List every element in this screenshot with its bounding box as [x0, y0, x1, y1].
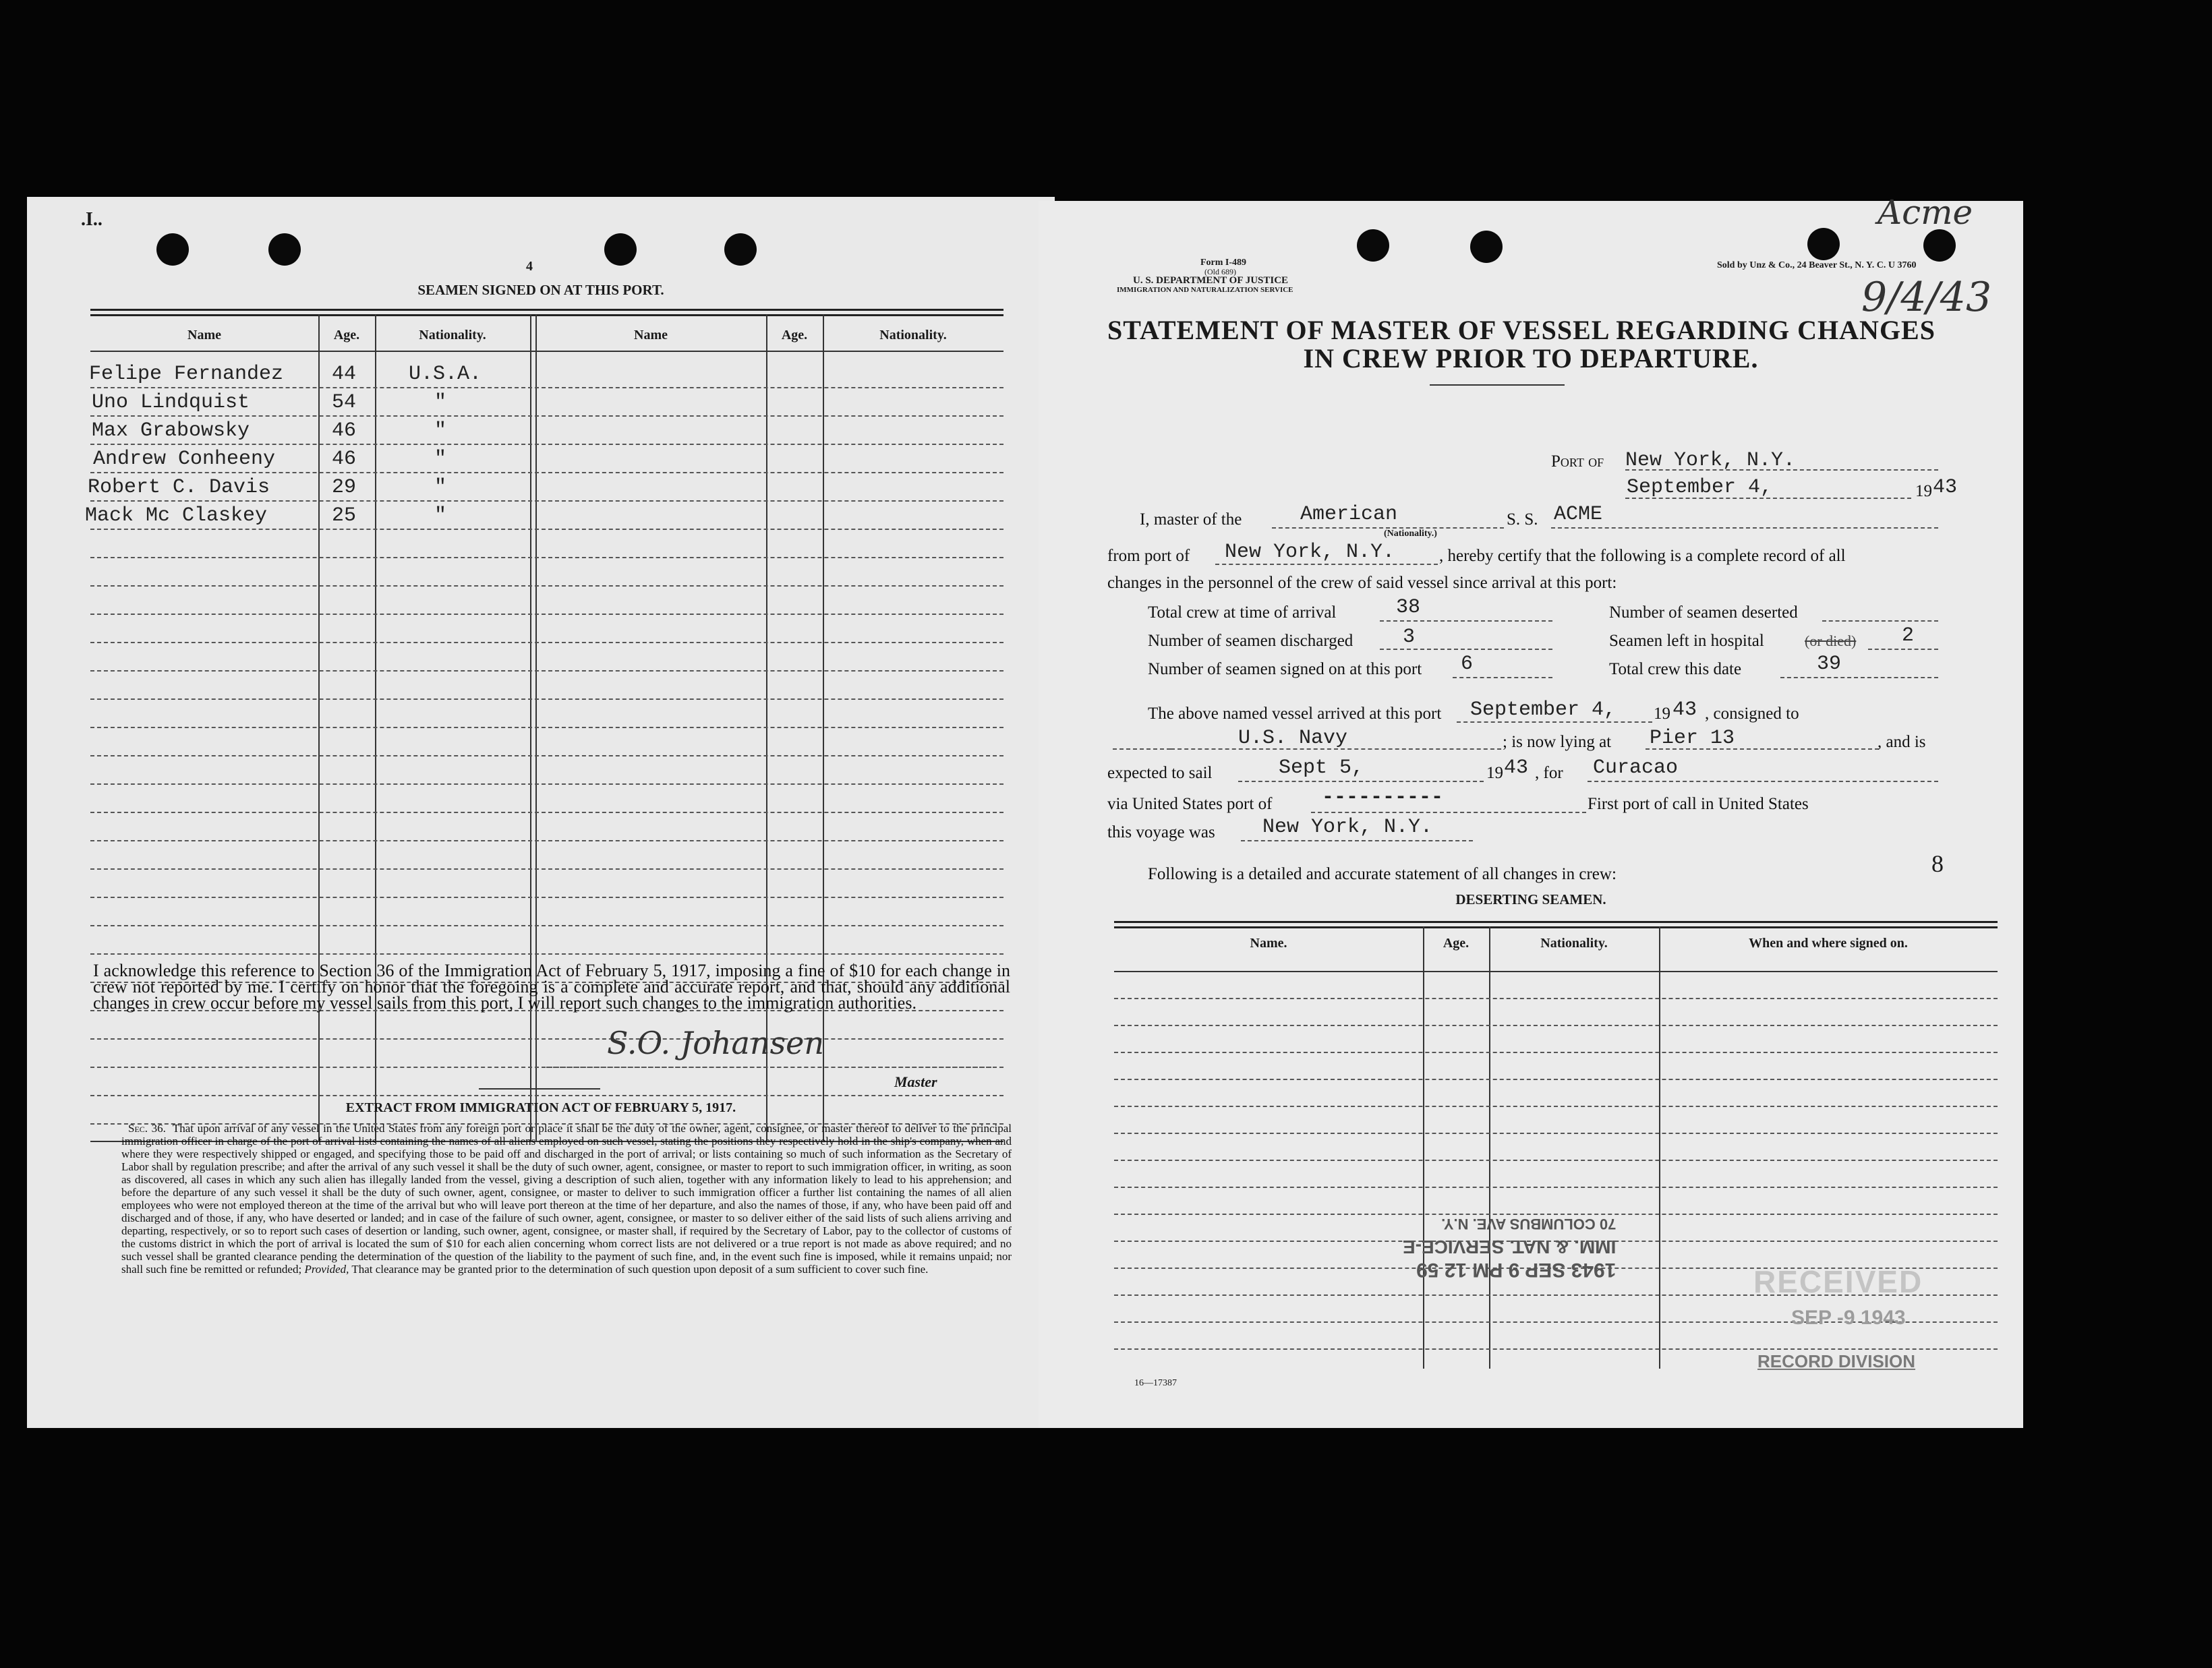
column-header-nationality-2: Nationality.	[879, 328, 947, 342]
extract-title: EXTRACT FROM IMMIGRATION ACT OF FEBRUARY 5, 1917.	[345, 1100, 736, 1115]
desert-col-nationality: Nationality.	[1540, 936, 1608, 951]
discharged-label: Number of seamen discharged	[1148, 632, 1354, 650]
column-header-age-2: Age.	[781, 328, 808, 342]
expected-year: 43	[1504, 756, 1529, 779]
punch-hole	[724, 233, 757, 266]
column-header-name: Name	[187, 328, 221, 342]
first-port-label: First port of call in United States	[1588, 795, 1809, 813]
changes-text: changes in the personnel of the crew of said vessel since arrival at this port:	[1107, 574, 1617, 592]
date-value: September 4,	[1627, 476, 1773, 499]
footer-code: 16—17387	[1134, 1378, 1177, 1388]
desert-col-age: Age.	[1443, 936, 1469, 951]
punch-hole	[1807, 228, 1840, 260]
desert-col-signed-on: When and where signed on.	[1749, 936, 1908, 951]
received-date: SEP -9 1943	[1791, 1307, 1906, 1329]
right-page	[1039, 193, 2023, 1428]
seaman-nationality: "	[434, 504, 447, 527]
arrived-year-prefix: 19	[1654, 705, 1670, 723]
voyage-value: New York, N.Y.	[1262, 816, 1433, 839]
via-label: via United States port of	[1107, 795, 1273, 813]
left-page	[27, 197, 1055, 1428]
master-label: Master	[894, 1073, 937, 1090]
hospital-struck: (or died)	[1805, 632, 1857, 649]
stamp-line-1: 1943 SEP 9 PM 12 59	[1416, 1259, 1617, 1281]
seaman-name: Max Grabowsky	[92, 419, 250, 442]
annotation-date: 9/4/43	[1861, 274, 1992, 321]
seaman-nationality: "	[434, 448, 447, 471]
stamp-line-2: IMM. & NAT. SERVICE-E	[1403, 1237, 1617, 1257]
seaman-nationality: U.S.A.	[409, 363, 482, 386]
corner-mark: .I..	[81, 209, 103, 230]
record-division: RECORD DIVISION	[1757, 1351, 1916, 1371]
total-this-date-label: Total crew this date	[1609, 660, 1742, 678]
column-header-age: Age.	[333, 328, 360, 342]
time-stamp	[1403, 1212, 1616, 1281]
service: IMMIGRATION AND NATURALIZATION SERVICE	[1117, 286, 1293, 294]
arrived-year: 43	[1672, 698, 1697, 721]
port-value: New York, N.Y.	[1625, 449, 1796, 472]
punch-hole	[1470, 231, 1503, 263]
consigned-label: , consigned to	[1705, 705, 1799, 723]
signed-on-value: 6	[1461, 653, 1474, 676]
form-title-line1: STATEMENT OF MASTER OF VESSEL REGARDING CHANGES	[1107, 315, 1936, 345]
seaman-name: Andrew Conheeny	[93, 448, 276, 471]
annotation-top: Acme	[1878, 193, 1973, 232]
nationality-caption: (Nationality.)	[1384, 529, 1437, 539]
section-title: SEAMEN SIGNED ON AT THIS PORT.	[417, 282, 664, 298]
and-is-text: , and is	[1878, 733, 1926, 751]
hospital-label: Seamen left in hospital	[1609, 632, 1764, 650]
seaman-nationality: "	[434, 476, 447, 499]
from-port-value: New York, N.Y.	[1225, 541, 1395, 564]
ship-name: ACME	[1554, 503, 1603, 526]
page-mark: 8	[1931, 850, 1944, 877]
seaman-age: 29	[332, 476, 357, 499]
seaman-nationality: "	[434, 419, 447, 442]
deserted-label: Number of seamen deserted	[1609, 603, 1798, 622]
total-crew-arrival-value: 38	[1396, 596, 1421, 619]
received-stamp: RECEIVED	[1753, 1264, 1923, 1299]
stamp-line-3: 70 COLUMBUS AVE. N.Y.	[1441, 1216, 1617, 1232]
signed-on-label: Number of seamen signed on at this port	[1148, 660, 1422, 678]
punch-hole	[1923, 229, 1956, 262]
sold-by: Sold by Unz & Co., 24 Beaver St., N. Y. C. U 3760	[1717, 260, 1917, 270]
total-this-date-value: 39	[1817, 653, 1842, 676]
seaman-age: 46	[332, 448, 357, 471]
seaman-name: Mack Mc Claskey	[85, 504, 268, 527]
old-form-number: (Old 689)	[1204, 267, 1236, 276]
proviso-label: Provided,	[304, 1263, 349, 1276]
seaman-age: 25	[332, 504, 357, 527]
year-value: 43	[1933, 476, 1958, 499]
expected-label: expected to sail	[1107, 764, 1213, 782]
seaman-name: Felipe Fernandez	[89, 363, 284, 386]
certify-text: , hereby certify that the following is a complete record of all	[1439, 547, 1846, 565]
master-of-label: I, master of the	[1140, 510, 1242, 529]
seaman-name: Uno Lindquist	[92, 391, 250, 414]
seaman-age: 46	[332, 419, 357, 442]
lying-label: ; is now lying at	[1503, 733, 1612, 751]
hospital-value: 2	[1902, 624, 1915, 647]
via-value: ----------	[1322, 786, 1444, 809]
port-label: Port of	[1551, 452, 1604, 471]
seaman-age: 44	[332, 363, 357, 386]
expected-year-prefix: 19	[1486, 764, 1503, 782]
total-crew-arrival-label: Total crew at time of arrival	[1148, 603, 1337, 622]
section-36-text	[121, 1122, 1012, 1276]
form-title-line2: IN CREW PRIOR TO DEPARTURE.	[1303, 343, 1759, 374]
seaman-age: 54	[332, 391, 357, 414]
section-body: That upon arrival of any vessel in the United States from any foreign port or place it shall be the duty of the owner, agent, consignee, or master thereof to deliver to the principal immigration officer in charge of the port of arrival lists containing the names of all aliens employed on such vessel, stating the positions they respectively hold in the ship's company, when and where they were respectively shipped or engaged, and specifying those to be paid off and discharged in the port of arrival; or lists containing so much of such information as the Secretary of Labor shall by regulation prescribe; and after the arrival of any such vessel it shall be the duty of such owner, agent, consignee, or master to report to such immigration officer, in writing, as soon as discovered, all cases in which any such alien has illegally landed from the vessel, giving a description of such alien, together with any information likely to lead to his apprehension; and before the departure of any such vessel it shall be the duty of such owner, agent, consignee, or master to deliver to such immigration officer a further list containing the names of all alien employees who were not employed thereon at the time of the arrival but who will leave port thereon at the time of her departure, and also the names of those, if any, who have been paid off and discharged and of those, if any, who have deserted or landed; and in case of the failure of such owner, agent, consignee, or master to so deliver either of the said lists of such aliens arriving and departing, respectively, or so to report such cases of desertion or landing, such owner, agent, consignee, or master shall, if required by the Secretary of Labor, pay to the collector of customs of the customs district in which the port of arrival is located the sum of $10 for each alien concerning whom correct lists are not delivered or a true report is not made as above required; and no such vessel shall be granted clearance pending the determination of the question of the liability to the payment of such fine, and, in the event such fine is imposed, while it remains unpaid; nor shall such fine be remitted or refunded;	[121, 1122, 1012, 1276]
punch-hole	[604, 233, 637, 266]
seaman-name: Robert C. Davis	[88, 476, 270, 499]
expected-value: Sept 5,	[1279, 756, 1364, 779]
for-value: Curacao	[1593, 756, 1679, 779]
proviso-text: That clearance may be granted prior to the determination of such question upon deposit of a sum sufficient to cover such fine.	[351, 1263, 929, 1276]
ss-label: S. S.	[1507, 510, 1538, 529]
consignee-value: U.S. Navy	[1238, 727, 1348, 750]
following-text: Following is a detailed and accurate statement of all changes in crew:	[1148, 865, 1617, 883]
master-signature: S.O. Johansen	[607, 1025, 825, 1061]
punch-hole	[268, 233, 301, 266]
arrived-value: September 4,	[1470, 698, 1617, 721]
nationality-value: American	[1300, 503, 1398, 526]
department: U. S. DEPARTMENT OF JUSTICE	[1133, 275, 1289, 286]
seaman-nationality: "	[434, 391, 447, 414]
form-number: Form I-489	[1200, 258, 1247, 268]
page-number: 4	[526, 259, 533, 274]
for-label: , for	[1535, 764, 1563, 782]
deserting-title: DESERTING SEAMEN.	[1455, 891, 1606, 907]
year-prefix: 19	[1915, 482, 1932, 500]
section-label: Sec. 36.	[128, 1122, 166, 1135]
acknowledgement-text: I acknowledge this reference to Section 36 of the Immigration Act of February 5, 1917, imposing a fine of $10 for each change in crew not reported by me. I certify on honor that the foregoing is a complete and accurate report, and that, should any additional changes in crew occur before my vessel sails from this port, I will report such changes to the immigration authorities.	[93, 961, 1010, 1013]
discharged-value: 3	[1403, 626, 1416, 649]
from-port-label: from port of	[1107, 547, 1190, 565]
voyage-label: this voyage was	[1107, 823, 1215, 841]
lying-value: Pier 13	[1650, 727, 1735, 750]
column-header-name-2: Name	[634, 328, 668, 342]
punch-hole	[156, 233, 189, 266]
desert-col-name: Name.	[1250, 936, 1287, 951]
punch-hole	[1357, 229, 1389, 262]
column-header-nationality: Nationality.	[419, 328, 486, 342]
arrived-label: The above named vessel arrived at this port	[1148, 705, 1442, 723]
